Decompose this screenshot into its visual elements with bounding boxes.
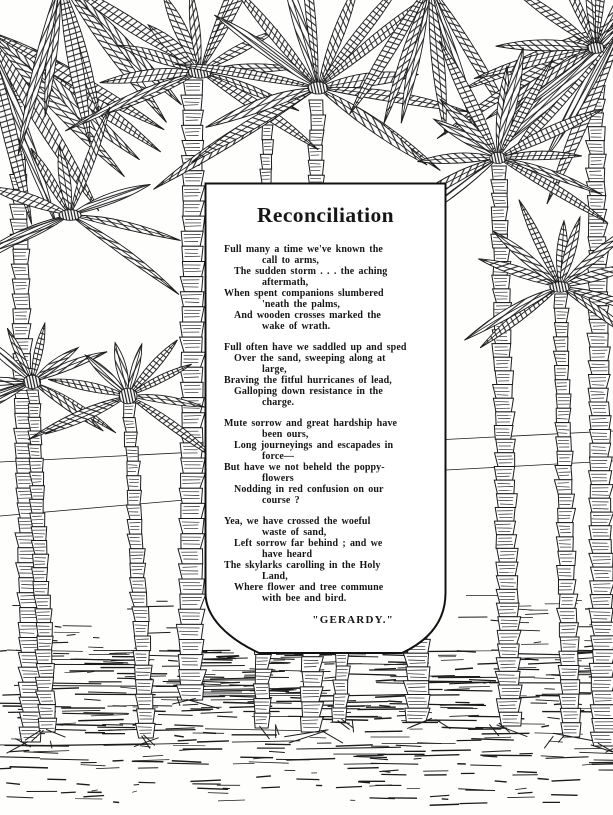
poem-line: Galloping down resistance in the — [234, 385, 383, 397]
poem-stanzas — [205, 244, 446, 604]
poem-line: force— — [262, 450, 295, 462]
poem-stanza — [224, 342, 446, 408]
poem-stanza — [224, 516, 446, 604]
poem-line: Full often have we saddled up and sped — [224, 341, 407, 353]
poem-line: Nodding in red confusion on our — [234, 483, 384, 495]
poem-line: Land, — [262, 570, 288, 582]
poem-line: When spent companions slumbered — [224, 287, 384, 299]
poem-line: Braving the fitful hurricanes of lead, — [224, 374, 392, 386]
poem-title: Reconciliation — [257, 203, 394, 227]
poem-stanza — [224, 418, 446, 506]
poem-line: charge. — [262, 396, 295, 408]
poem-line: Mute sorrow and great hardship have — [224, 417, 398, 429]
poem-signature: "GERARDY." — [312, 613, 394, 626]
poem-line: flowers — [262, 472, 294, 484]
poem-line: been ours, — [262, 428, 309, 440]
poem-line: Long journeyings and escapades in — [234, 439, 394, 451]
poem-line: Full many a time we've known the — [224, 243, 383, 255]
poem-line: The skylarks carolling in the Holy — [224, 559, 381, 571]
poem-stanza — [224, 244, 446, 332]
poem-line: Where flower and tree commune — [234, 581, 384, 593]
poem-line: Yea, we have crossed the woeful — [224, 515, 371, 527]
poem-line: But have we not beheld the poppy- — [224, 461, 385, 473]
poem-line: 'neath the palms, — [262, 298, 340, 310]
poem-line: And wooden crosses marked the — [234, 309, 381, 321]
poem-line: aftermath, — [262, 276, 309, 288]
poem-panel — [205, 183, 446, 653]
poem-line: call to arms, — [262, 254, 319, 266]
poem-line: with bee and bird. — [262, 592, 347, 604]
poem-line: Left sorrow far behind ; and we — [234, 537, 383, 549]
poem-line: waste of sand, — [262, 526, 327, 538]
poem-line: course ? — [262, 494, 300, 506]
poem-line: The sudden storm . . . the aching — [234, 265, 388, 277]
poem-line: Over the sand, sweeping along at — [234, 352, 386, 364]
poem-line: have heard — [262, 548, 313, 560]
poem-line: wake of wrath. — [262, 320, 331, 332]
poem-line: large, — [262, 363, 287, 375]
